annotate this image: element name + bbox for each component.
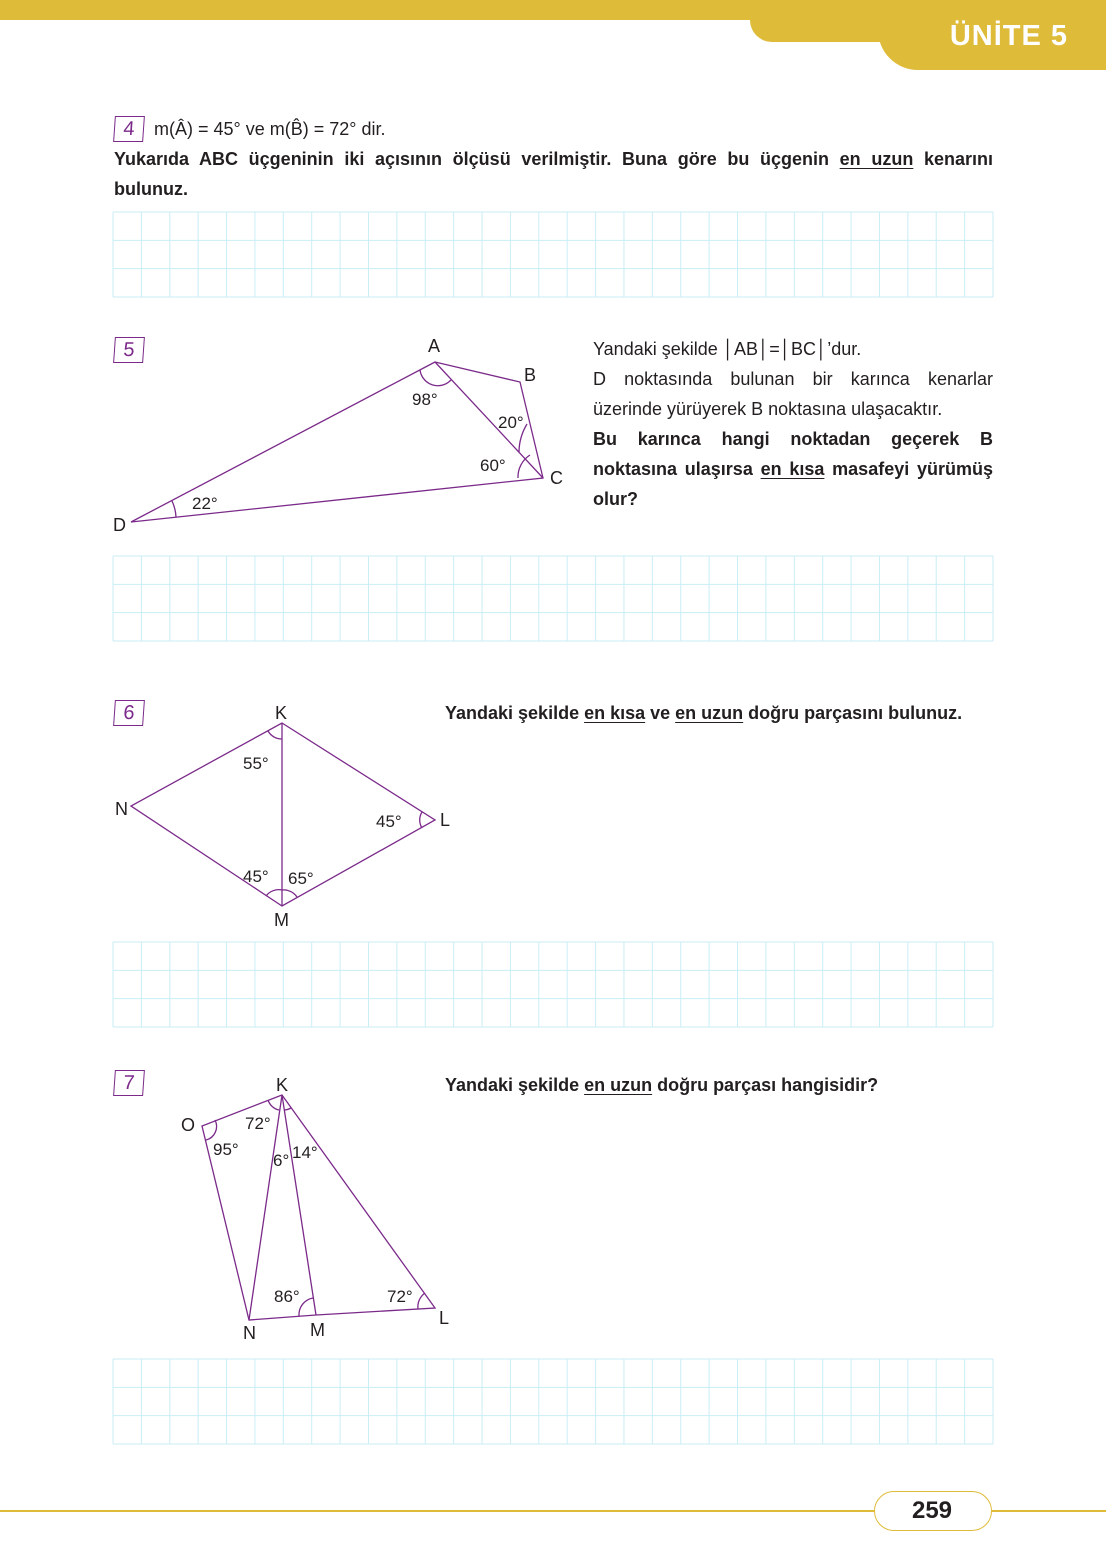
angle-arc-l	[418, 1293, 425, 1309]
svg-text:M: M	[274, 910, 289, 930]
svg-text:B: B	[524, 365, 537, 385]
svg-text:L: L	[439, 1308, 450, 1328]
problem-7-number: 7	[113, 1070, 145, 1096]
angle-arc-m	[299, 1298, 313, 1316]
svg-text:72°: 72°	[245, 1114, 271, 1133]
problem-5-question: Bu karınca hangi noktadan geçerek B noktasına ulaşırsa en kısa masafeyi yürümüş olur?	[593, 429, 993, 509]
svg-text:22°: 22°	[192, 494, 218, 513]
svg-text:60°: 60°	[480, 456, 506, 475]
angle-arc-a	[420, 370, 451, 386]
problem-4-given	[154, 114, 385, 144]
angle-arc-l	[420, 812, 422, 828]
problem-4-question: Yukarıda ABC üçgeninin iki açısının ölçüsü verilmiştir. Buna göre bu üçgenin en uzun kenarını bulunuz.	[114, 149, 994, 199]
answer-grid	[113, 942, 993, 1027]
svg-text:86°: 86°	[274, 1287, 300, 1306]
problem-4-number: 4	[113, 116, 145, 142]
svg-text:C: C	[550, 468, 563, 488]
svg-text:95°: 95°	[213, 1140, 239, 1159]
svg-text:K: K	[275, 703, 288, 723]
svg-text:20°: 20°	[498, 413, 524, 432]
problem-5-line2: D noktasında bulunan bir karınca kenarlar üzerinde yürüyerek B noktasına ulaşacaktır.	[593, 369, 993, 419]
problem-5-number: 5	[113, 337, 145, 363]
problem-7-question: Yandaki şekilde en uzun doğru parçası hangisidir?	[445, 1075, 879, 1095]
svg-text:N: N	[243, 1323, 256, 1343]
svg-text:45°: 45°	[243, 867, 269, 886]
svg-text:L: L	[440, 810, 451, 830]
svg-text:D: D	[113, 515, 126, 535]
svg-text:O: O	[181, 1115, 196, 1135]
given-angle-b: m(B̂) = 72° dir.	[269, 119, 386, 139]
svg-text:N: N	[115, 799, 128, 819]
svg-text:65°: 65°	[288, 869, 314, 888]
problem-5-line1: Yandaki şekilde │AB│=│BC│’dur.	[593, 339, 862, 359]
segment-km	[282, 1095, 316, 1315]
given-angle-a: m(Â) = 45° ve	[154, 119, 265, 139]
svg-text:14°: 14°	[292, 1143, 318, 1162]
angle-arc-k	[268, 731, 282, 739]
problem-6-question: Yandaki şekilde en kısa ve en uzun doğru parçasını bulunuz.	[445, 703, 963, 723]
svg-text:98°: 98°	[412, 390, 438, 409]
svg-text:72°: 72°	[387, 1287, 413, 1306]
problem-5-text	[593, 334, 993, 514]
figure-5-labels	[113, 336, 563, 535]
svg-text:A: A	[428, 336, 441, 356]
svg-text:45°: 45°	[376, 812, 402, 831]
problem-6-number: 6	[113, 700, 145, 726]
unit-label: ÜNİTE 5	[949, 20, 1068, 52]
figure-7-labels	[181, 1075, 449, 1343]
answer-grid	[113, 556, 993, 641]
svg-text:K: K	[276, 1075, 289, 1095]
svg-text:M: M	[310, 1320, 325, 1340]
answer-grid	[113, 1359, 993, 1444]
page-number: 259	[911, 1497, 953, 1524]
answer-grid	[113, 212, 993, 297]
angle-arc-d	[172, 501, 176, 517]
svg-text:6°: 6°	[273, 1151, 290, 1170]
svg-text:55°: 55°	[243, 754, 269, 773]
